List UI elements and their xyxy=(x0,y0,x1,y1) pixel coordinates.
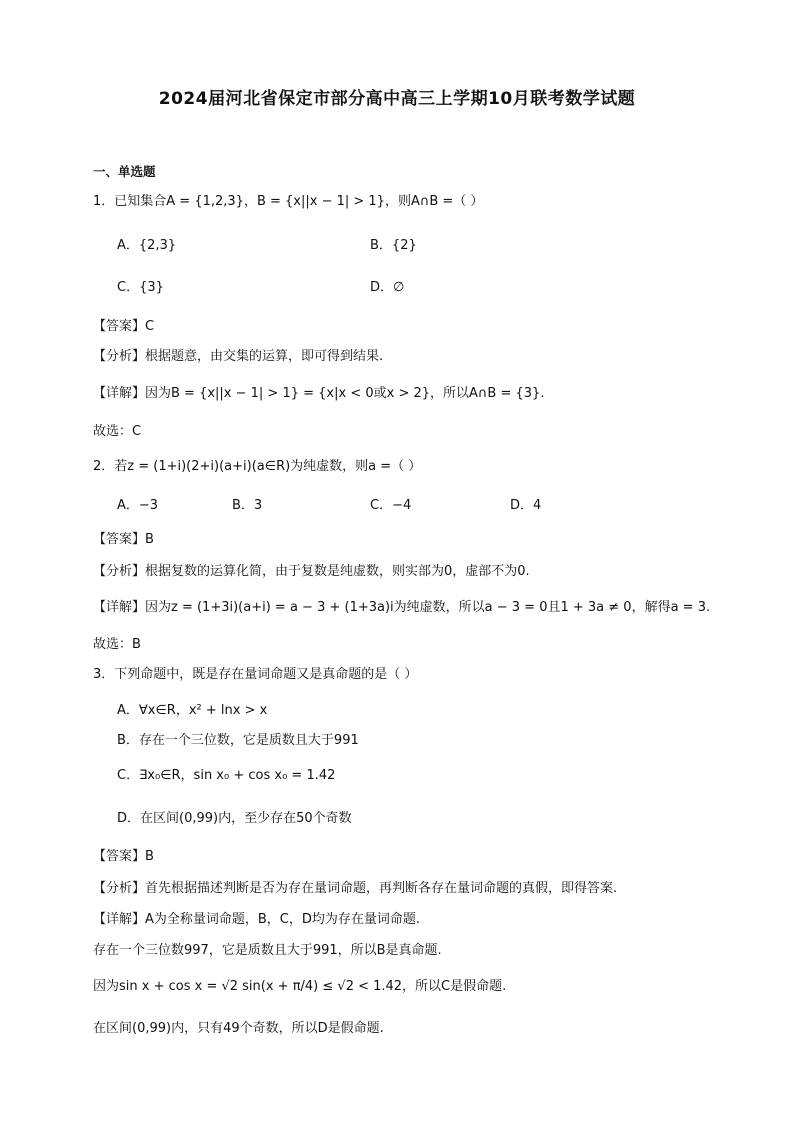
q3-option-d: D．在区间(0,99)内，至少存在50个奇数 xyxy=(117,811,352,826)
q1-analysis: 【分析】根据题意，由交集的运算，即可得到结果. xyxy=(93,349,384,364)
q2-detail: 【详解】因为z = (1+3i)(a+i) = a − 3 + (1+3a)i为纯虚数，所以a − 3 = 0且1 + 3a ≠ 0，解得a = 3. xyxy=(93,600,711,615)
q2-option-d: D．4 xyxy=(510,498,542,513)
q2-answer: 【答案】B xyxy=(93,532,154,547)
document-title: 2024届河北省保定市部分高中高三上学期10月联考数学试题 xyxy=(158,89,636,109)
q3-detail-3: 因为sin x + cos x = √2 sin(x + π/4) ≤ √2 < 1.42，所以C是假命题. xyxy=(93,979,507,994)
q1-answer: 【答案】C xyxy=(93,319,155,334)
q3-option-b: B．存在一个三位数，它是质数且大于991 xyxy=(117,733,359,748)
q1-detail: 【详解】因为B = {x||x − 1| > 1} = {x|x < 0或x > 2}，所以A∩B = {3}. xyxy=(93,386,545,401)
q3-answer: 【答案】B xyxy=(93,849,154,864)
q1-stem: 1．已知集合A = {1,2,3}，B = {x||x − 1| > 1}，则A∩B =（ ） xyxy=(93,194,484,209)
q3-analysis: 【分析】首先根据描述判断是否为存在量词命题，再判断各存在量词命题的真假，即得答案. xyxy=(93,881,618,896)
q2-stem: 2．若z = (1+i)(2+i)(a+i)(a∈R)为纯虚数，则a =（ ） xyxy=(93,459,422,474)
q1-option-b: B．{2} xyxy=(370,238,417,253)
q1-option-c: C．{3} xyxy=(117,280,164,295)
q2-option-b: B．3 xyxy=(232,498,263,513)
q3-stem: 3．下列命题中，既是存在量词命题又是真命题的是（ ） xyxy=(93,667,418,682)
q2-analysis: 【分析】根据复数的运算化简，由于复数是纯虚数，则实部为0，虚部不为0. xyxy=(93,564,530,579)
q1-choice: 故选：C xyxy=(93,424,142,439)
q1-option-a: A．{2,3} xyxy=(117,238,177,253)
q3-detail-1: 【详解】A为全称量词命题，B，C，D均为存在量词命题. xyxy=(93,912,421,927)
q2-option-a: A．−3 xyxy=(117,498,159,513)
q1-option-d: D．∅ xyxy=(370,280,405,295)
q2-option-c: C．−4 xyxy=(370,498,412,513)
q3-detail-2: 存在一个三位数997，它是质数且大于991，所以B是真命题. xyxy=(93,943,442,958)
q3-option-c: C．∃x₀∈R，sin x₀ + cos x₀ = 1.42 xyxy=(117,768,336,783)
q3-option-a: A．∀x∈R，x² + lnx > x xyxy=(117,703,268,718)
q3-detail-4: 在区间(0,99)内，只有49个奇数，所以D是假命题. xyxy=(93,1021,384,1036)
q2-choice: 故选：B xyxy=(93,637,141,652)
section-heading: 一、单选题 xyxy=(93,164,156,179)
